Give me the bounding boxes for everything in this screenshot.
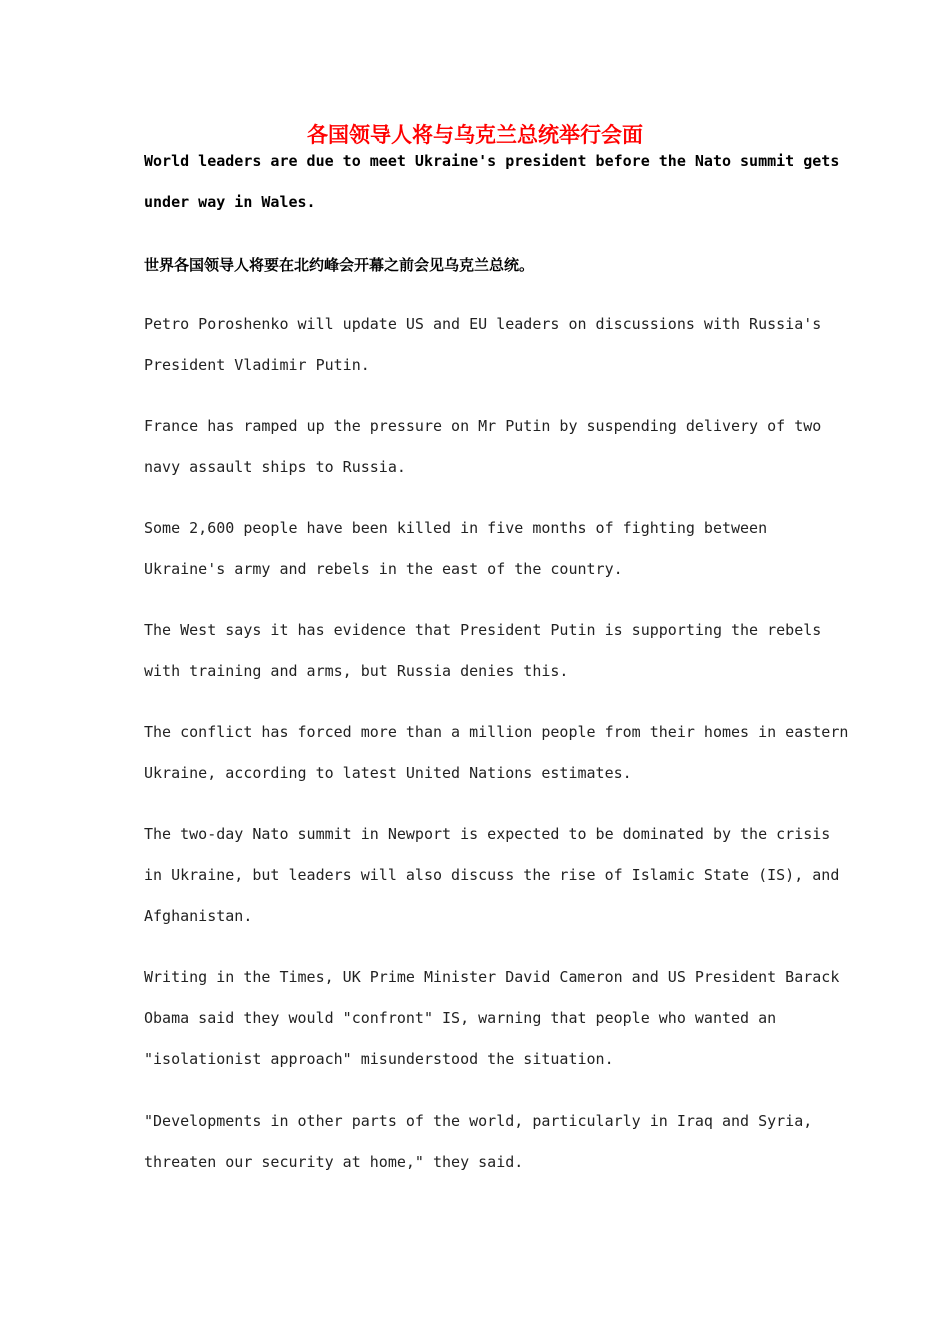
text-line: navy assault ships to Russia. <box>144 458 406 476</box>
text-line: Ukraine, according to latest United Nations estimates. <box>144 764 632 782</box>
text-line: "Developments in other parts of the world, particularly in Iraq and Syria, <box>144 1112 813 1130</box>
text-line: France has ramped up the pressure on Mr Putin by suspending delivery of two <box>144 417 822 435</box>
text-line: with training and arms, but Russia denies this. <box>144 662 569 680</box>
text-line: Afghanistan. <box>144 907 253 925</box>
text-line: President Vladimir Putin. <box>144 356 370 374</box>
text-line: under way in Wales. <box>144 193 316 211</box>
paragraph <box>144 814 840 937</box>
text-line: "isolationist approach" misunderstood the situation. <box>144 1050 614 1068</box>
paragraph <box>144 610 822 692</box>
text-line: threaten our security at home," they said. <box>144 1153 524 1171</box>
text-line: The conflict has forced more than a million people from their homes in eastern <box>144 723 849 741</box>
document-title: 各国领导人将与乌克兰总统举行会面 <box>307 122 643 147</box>
paragraph <box>144 1101 813 1183</box>
paragraph <box>144 304 822 386</box>
text-line: Petro Poroshenko will update US and EU leaders on discussions with Russia's <box>144 315 822 333</box>
text-line: Some 2,600 people have been killed in five months of fighting between <box>144 519 768 537</box>
text-line: Writing in the Times, UK Prime Minister David Cameron and US President Barack <box>144 968 840 986</box>
paragraph <box>144 957 840 1080</box>
text-line: The two-day Nato summit in Newport is expected to be dominated by the crisis <box>144 825 831 843</box>
text-line: in Ukraine, but leaders will also discuss the rise of Islamic State (IS), and <box>144 866 840 884</box>
intro-english-paragraph <box>144 141 840 223</box>
text-line: Obama said they would "confront" IS, warning that people who wanted an <box>144 1009 777 1027</box>
text-line: Ukraine's army and rebels in the east of the country. <box>144 560 623 578</box>
paragraph <box>144 712 849 794</box>
intro-chinese-paragraph: 世界各国领导人将要在北约峰会开幕之前会见乌克兰总统。 <box>144 256 535 274</box>
paragraph <box>144 508 809 590</box>
text-line: World leaders are due to meet Ukraine's president before the Nato summit gets <box>144 152 840 170</box>
paragraph <box>144 406 822 488</box>
text-line: The West says it has evidence that President Putin is supporting the rebels <box>144 621 822 639</box>
